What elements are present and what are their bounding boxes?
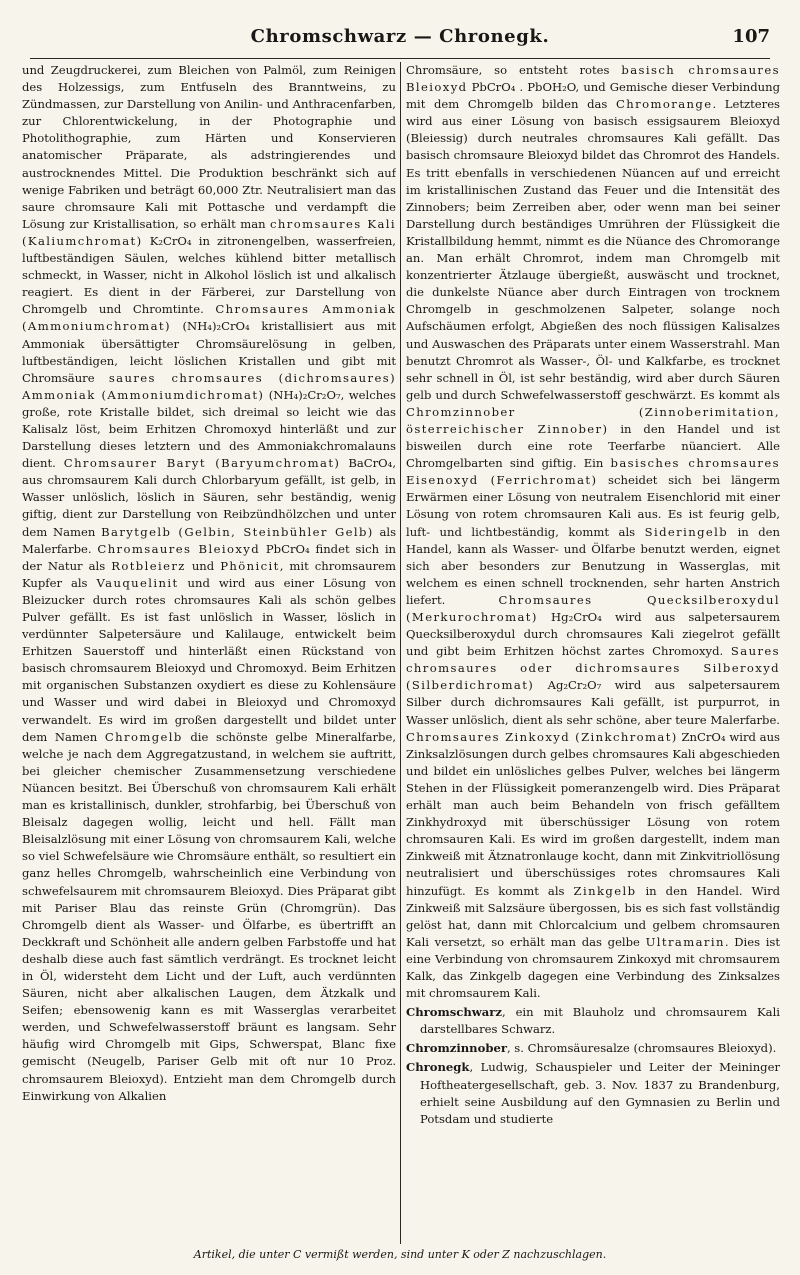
text-run: scheidet sich bei längerm Erwärmen einer Lösung von neutralem Eisenchlorid mit einer Lösung von rotem chromsauren Kali aus. Es ist feurig gelb, luft- und lichtbeständig, kommt als [406, 473, 780, 539]
term: Zinkgelb [573, 883, 637, 898]
entry-headword: Chromzinnober [406, 1041, 507, 1056]
text-run: Hg₂CrO₄ wird aus salpetersaurem Quecksilberoxydul durch chromsaures Kali ziegelrot gefällt und gibt beim Erhitzen höchst zartes Chromoxyd. [406, 610, 780, 659]
left-paragraph [22, 62, 396, 1105]
right-paragraph [406, 62, 780, 1002]
term: Saures chromsaures oder dichromsaures Silberoxyd (Silberdichromat) [406, 644, 780, 693]
entry-chronegk [406, 1059, 780, 1127]
term: saures chromsaures (dichromsaures) Ammoniak (Ammoniumdichromat) [22, 370, 396, 402]
entry-chromschwarz [406, 1004, 780, 1038]
term: Ultramarin [645, 934, 725, 949]
text-run: (NH₄)₂Cr₂O₇, welches große, rote Kristalle bildet, sich dreimal so leicht wie das Kalisalz löst, beim Erhitzen Chromoxyd hinterläßt und zur Darstellung dieses letztern und des Ammoniakchromalauns dient. [22, 387, 396, 471]
term: Chromsaures Zinkoxyd (Zinkchromat) [406, 729, 678, 744]
term: basisches chromsaures Eisenoxyd (Ferrichromat) [406, 456, 780, 488]
text-run: und Zeugdruckerei, zum Bleichen von Palmöl, zum Reinigen des Holzessigs, zum Entfuseln des Branntweins, zu Zündmassen, zur Darstellung von Anilin- und Anthracenfarben, zur Chlorentwickelung, in der Photographie und Photolithographie, zum Härten und Konservieren anatomischer Präparate, als adstringierendes und austrocknendes Mittel. Die Produktion beschränkt sich auf wenige Fabriken und beträgt 60,000 Ztr. Neutralisiert man das saure chromsaure Kali mit Pottasche und verdampft die Lösung zur Kristallisation, so erhält man [22, 63, 396, 231]
text-run: Ag₂Cr₂O₇ wird aus salpetersaurem Silber durch dichromsaures Kali gefällt, ist purpurrot, in Wasser unlöslich, dient als sehr schöne, aber teure Malerfarbe. [406, 678, 780, 727]
term: Chromzinnober (Zinnoberimitation, österreichischer Zinnober) [406, 404, 780, 436]
text-run: in den Handel, kann als Wasser- und Ölfarbe benutzt werden, eignet sich aber besonders zur Benutzung in Wasserglas, mit welchem es einen schnell trocknenden, sehr harten Anstrich liefert. [406, 524, 780, 607]
text-run: K₂CrO₄ in zitronengelben, wasserfreien, luftbeständigen Säulen, welches kühlend bitter metallisch schmeckt, in Wasser, nicht in Alkohol löslich ist und alkalisch reagiert. Es dient in der Färberei, zur Darstellung von Chromgelb und Chromtinte. [22, 233, 396, 317]
term: Chromsaures Bleioxyd [97, 541, 261, 556]
term: Chromgelb [104, 729, 183, 744]
text-run: BaCrO₄, aus chromsaurem Kali durch Chlorbaryum gefällt, ist gelb, in Wasser unlöslich, löslich in Säuren, sehr beständig, wenig giftig, dient zur Darstellung von Reibzündhölzchen und unter dem Namen [22, 456, 396, 539]
entry-headword: Chronegk [406, 1060, 470, 1075]
term: Rotbleierz [111, 558, 186, 573]
text-run: Chromsäure, so entsteht rotes [406, 63, 610, 77]
text-run: die schönste gelbe Mineralfarbe, welche je nach dem Aggregatzustand, in welchem sie auftritt, bei gleicher chemischer Zusammensetzung verschiedene Nüancen besitzt. Bei Überschuß von chromsaurem Kali erhält man es kristallinisch, dunkler, strohfarbig, bei Überschuß von Bleisalz dagegen wollig, leicht und hell. Fällt man Bleisalzlösung mit einer Lösung von chromsaurem Kali, welche so viel Schwefelsäure wie Chromsäure enthält, so resultiert ein ganz helles Chromgelb, wahrscheinlich eine Verbindung von schwefelsaurem mit chromsaurem Bleioxyd. Dies Präparat gibt mit Pariser Blau das reinste Grün (Chromgrün). Das Chromgelb dient als Wasser- und Ölfarbe, es übertrifft an Deckkraft und Schönheit alle andern gelben Farbstoffe und hat deshalb diese auch fast sämtlich verdrängt. Es trocknet leicht in Öl, widersteht dem Licht und der Luft, auch verdünnten Säuren, nicht aber alkalischen Laugen, dem Ätzkalk und Seifen; ebensowenig kann es mit Wasserglas verarbeitet werden, und Schwefelwasserstoff bräunt es langsam. Sehr häufig wird Chromgelb mit Gips, Schwerspat, Blanc fixe gemischt (Neugelb, Pariser Gelb mit oft nur 10 Proz. chromsaurem Bleioxyd). Entzieht man dem Chromgelb durch Einwirkung von Alkalien [22, 729, 396, 1103]
entry-chromzinnober [406, 1040, 780, 1057]
term: Chromsaures Quecksilberoxydul (Merkurochromat) [406, 592, 780, 624]
term: Chromsaurer Baryt (Baryumchromat) [63, 456, 341, 471]
entry-text: , s. Chromsäuresalze (chromsaures Bleioxyd). [506, 1041, 777, 1056]
entry-text: , ein mit Blauholz und chromsaurem Kali darstellbares Schwarz. [420, 1005, 780, 1037]
term: Vauquelinit [96, 575, 179, 590]
term: Sideringelb [644, 524, 729, 539]
text-run: . Letzteres wird aus einer Lösung von basisch essigsaurem Bleioxyd (Bleiessig) durch neutrales chromsaures Kali gefällt. Das basisch chromsaure Bleioxyd bildet das Chromrot des Handels. Es tritt ebenfalls in verschiedenen Nüancen auf und erreicht im kristallinischen Zustand das Feuer und die Intensität des Zinnobers; beim Zerreiben aber, oder wenn man bei seiner Darstellung durch beständiges Umrühren der Flüssigkeit die Kristallbildung hemmt, nimmt es die Nüance des Chromorange an. Man erhält Chromrot, indem man Chromgelb mit konzentrierter Ätzlauge übergießt, auswäscht und trocknet, die dunkelste Nüance aber durch Eintragen von trocknem Chromgelb in geschmolzenen Salpeter, solange noch Aufschäumen erfolgt, Abgießen des noch flüssigen Kalisalzes und Auswaschen des Präparats unter einem Wasserstrahl. Man benutzt Chromrot als Wasser-, Öl- und Kalkfarbe, es trocknet sehr schnell in Öl, ist sehr beständig, wird aber durch Säuren gelb und durch Schwefelwasserstoff geschwärzt. Es kommt als [406, 97, 780, 402]
text-run: , mit chromsaurem Kupfer als [22, 558, 396, 590]
text-run: . Dies ist eine Verbindung von chromsaurem Zinkoxyd mit chromsaurem Kalk, das Zinkgelb dagegen eine Verbindung des Zinksalzes mit chromsaurem Kali. [406, 934, 780, 1001]
term: Chromorange [616, 97, 713, 112]
text-run: PbCrO₄ findet sich in der Natur als [22, 541, 396, 573]
right-column [406, 62, 780, 1244]
left-column [22, 62, 396, 1244]
page-number: 107 [732, 26, 770, 47]
text-run: PbCrO₄ . PbOH₂O, und Gemische dieser Verbindung mit dem Chromgelb bilden das [406, 80, 780, 112]
term: chromsaures Kali (Kaliumchromat) [22, 216, 396, 248]
column-divider [400, 62, 401, 1244]
running-title: Chromschwarz — Chronegk. [250, 26, 550, 47]
term: basisch chromsaures Bleioxyd [406, 63, 780, 95]
text-run: (NH₄)₂CrO₄ kristallisiert aus mit Ammoniak übersättigter Chromsäurelösung in gelben, luftbeständigen, leicht löslichen Kristallen und gibt mit Chromsäure [22, 319, 396, 385]
term: Phönicit [220, 558, 280, 573]
footer-note: Artikel, die unter C vermißt werden, sind unter K oder Z nachzuschlagen. [193, 1248, 607, 1261]
text-run: und [191, 558, 215, 573]
page-header [30, 26, 770, 50]
text-run: und wird aus einer Lösung von Bleizucker durch rotes chromsaures Kali als schön gelbes Pulver gefällt. Es ist fast unlöslich in Wasser, löslich in verdünnter Salpetersäure und Kalilauge, entwickelt beim Erhitzen Sauerstoff und hinterläßt einen Rückstand von basisch chromsaurem Bleioxyd und Chromoxyd. Beim Erhitzen mit organischen Substanzen oxydiert es diese zu Kohlensäure und Wasser und wird dabei in Bleioxyd und Chromoxyd verwandelt. Es wird im großen dargestellt und bildet unter dem Namen [22, 575, 396, 744]
text-run: als Malerfarbe. [22, 524, 396, 556]
text-run: ZnCrO₄ wird aus Zinksalzlösungen durch gelbes chromsaures Kali abgeschieden und bildet ein unlösliches gelbes Pulver, welches bei längerm Stehen in der Flüssigkeit pomeranzengelb wird. Dies Präparat erhält man auch beim Behandeln von frisch gefälltem Zinkhydroxyd mit überschüssiger Lösung von rotem chromsauren Kali. Es wird im großen dargestellt, indem man Zinkweiß mit Ätznatronlauge kocht, dann mit Zinkvitriollösung neutralisiert und überschüssiges rotes chromsaures Kali hinzufügt. Es kommt als [406, 729, 780, 898]
term: Barytgelb (Gelbin, Steinbühler Gelb) [101, 524, 374, 539]
text-run: in den Handel und ist bisweilen durch eine rote Teerfarbe nüanciert. Alle Chromgelbarten sind giftig. Ein [406, 421, 780, 471]
entry-headword: Chromschwarz [406, 1005, 502, 1020]
text-run: in den Handel. Wird Zinkweiß mit Salzsäure übergossen, bis es sich fast vollständig gelöst hat, dann mit Chlorcalcium und gelbem chromsauren Kali versetzt, so erhält man das gelbe [406, 883, 780, 949]
header-rule [30, 58, 770, 59]
entry-text: , Ludwig, Schauspieler und Leiter der Meininger Hoftheatergesellschaft, geb. 3. Nov. 1837 zu Brandenburg, erhielt seine Ausbildung auf den Gymnasien zu Berlin und Potsdam und studierte [420, 1060, 780, 1126]
term: Chromsaures Ammoniak (Ammoniumchromat) [22, 302, 396, 334]
